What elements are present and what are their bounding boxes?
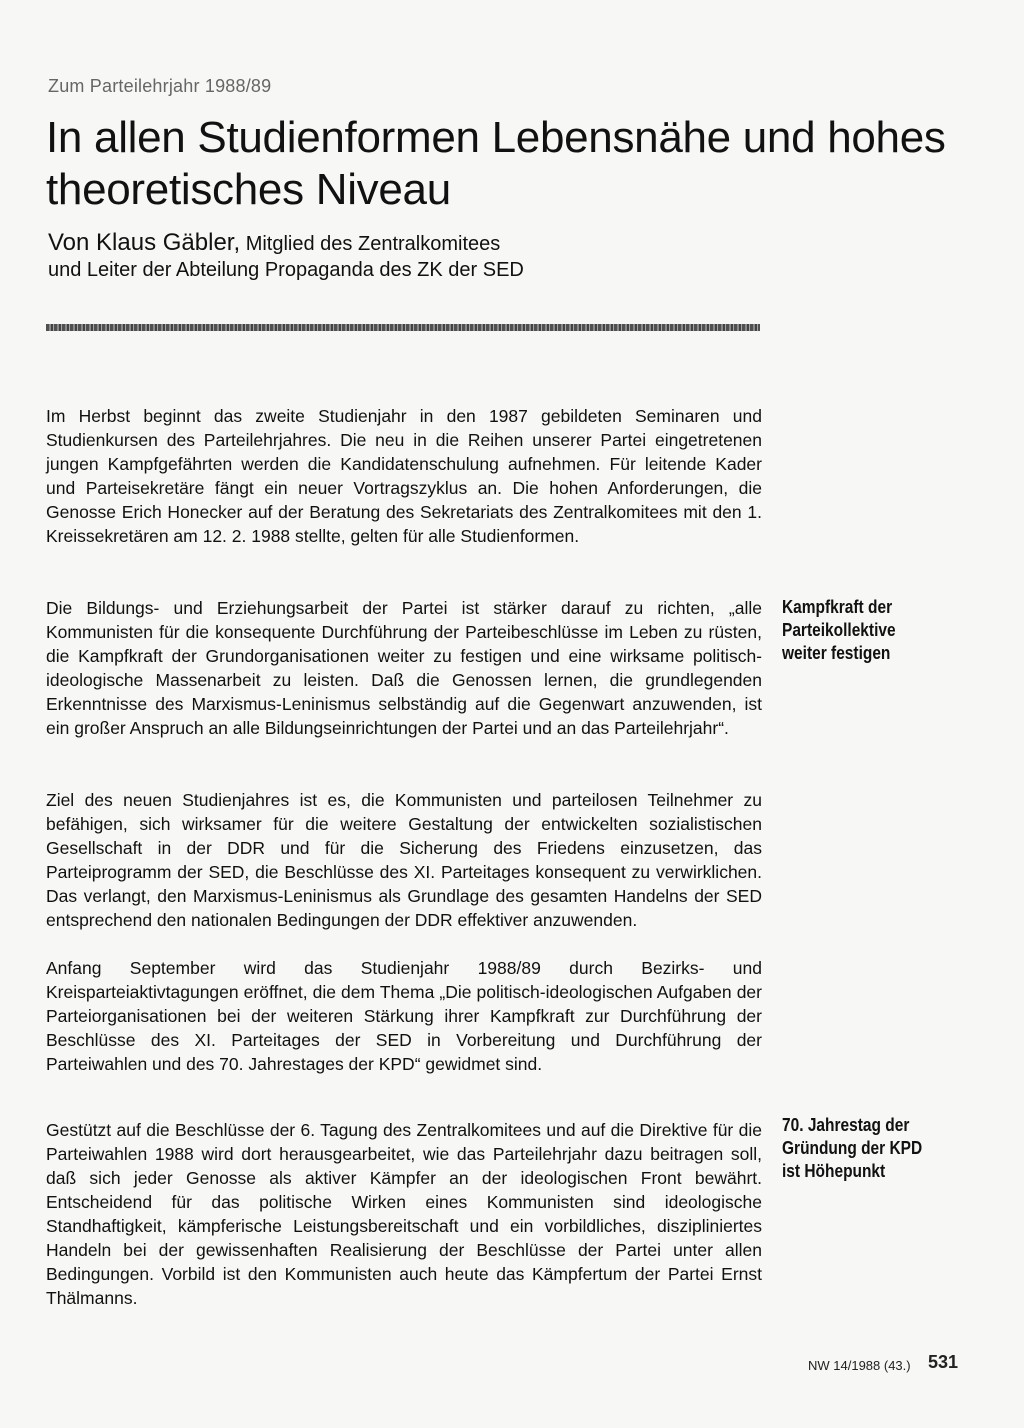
paragraph-5: Gestützt auf die Beschlüsse der 6. Tagung des Zentralkomitees und auf die Direktive für die Parteiwahlen 1988 wird dort herausgearbeitet, wie das Parteilehrjahr dazu beitragen soll, daß sich jeder Genosse als aktiver Kämpfer an der ideologischen Front bewährt. Entscheidend für das politische Wirken eines Kommunisten sind ideologische Standhaftigkeit, kämpferische Leistungsbereitschaft und ein vorbildliches, diszipliniertes Handeln bei der gewissenhaften Realisierung der Beschlüsse der Partei unter allen Bedingungen. Vorbild ist den Kommunisten auch heute das Kämpfertum der Partei Ernst Thälmanns. bbox=[46, 1120, 762, 1308]
margin-note-2: 70. Jahrestag der Gründung der KPD ist Höhepunkt bbox=[782, 1115, 923, 1181]
paragraph-1: Im Herbst beginnt das zweite Studienjahr in den 1987 gebildeten Seminaren und Studienkursen des Parteilehrjahres. Die neu in die Reihen unserer Partei eingetretenen jungen Kampfgefährten werden die Kandidatenschulung aufnehmen. Für leitende Kader und Parteisekretäre fängt ein neuer Vortragszyklus an. Die hohen Anforderungen, die Genosse Erich Honecker auf der Beratung des Sekretariats des Zentralkomitees mit den 1. Kreissekretären am 12. 2. 1988 stellte, gelten für alle Studienformen. bbox=[46, 406, 762, 546]
paragraph-4: Anfang September wird das Studienjahr 1988/89 durch Bezirks- und Kreisparteiaktivtagungen eröffnet, die dem Thema „Die politisch-ideologischen Aufgaben der Parteiorganisationen bei der weiteren Stärkung ihrer Kampfkraft zur Durchführung der Beschlüsse des XI. Parteitages der SED in Vorbereitung und Durchführung der Parteiwahlen und des 70. Jahrestages der KPD“ gewidmet sind. bbox=[46, 958, 762, 1074]
article-title: In allen Studienformen Lebensnähe und hohes theoretisches Niveau bbox=[46, 113, 946, 214]
byline-role-2: und Leiter der Abteilung Propaganda des ZK der SED bbox=[48, 259, 524, 281]
byline-role-1: Mitglied des Zentralkomitees bbox=[245, 233, 501, 255]
page-number: 531 bbox=[928, 1352, 959, 1372]
margin-note-1: Kampfkraft der Parteikollektive weiter festigen bbox=[782, 597, 896, 663]
title-rule bbox=[46, 324, 760, 331]
paragraph-2: Die Bildungs- und Erziehungsarbeit der Partei ist stärker darauf zu richten, „alle Kommunisten für die konsequente Durchführung der Parteibeschlüsse im Leben zu rüsten, die Kampfkraft der Grundorganisationen weiter zu festigen und eine wirksame politisch-ideologische Massenarbeit zu leisten. Daß die Genossen lernen, die grundlegenden Erkenntnisse des Marxismus-Leninismus selbständig auf die Gegenwart anzuwenden, ist ein großer Anspruch an alle Bildungseinrichtungen der Partei und an das Parteilehrjahr“. bbox=[46, 598, 762, 738]
footer-issue: NW 14/1988 (43.) bbox=[808, 1358, 911, 1373]
paragraph-3: Ziel des neuen Studienjahres ist es, die Kommunisten und parteilosen Teilnehmer zu befähigen, sich wirksamer für die weitere Gestaltung der entwickelten sozialistischen Gesellschaft in der DDR und für die Sicherung des Friedens einzusetzen, das Parteiprogramm der SED, die Beschlüsse des XI. Parteitages konsequent zu verwirklichen. Das verlangt, den Marxismus-Leninismus als Grundlage des gesamten Handelns der SED entsprechend den nationalen Bedingungen der DDR effektiver anzuwenden. bbox=[46, 790, 762, 930]
byline-author: Von Klaus Gäbler, bbox=[48, 229, 241, 256]
kicker: Zum Parteilehrjahr 1988/89 bbox=[48, 76, 272, 96]
byline bbox=[48, 230, 948, 283]
